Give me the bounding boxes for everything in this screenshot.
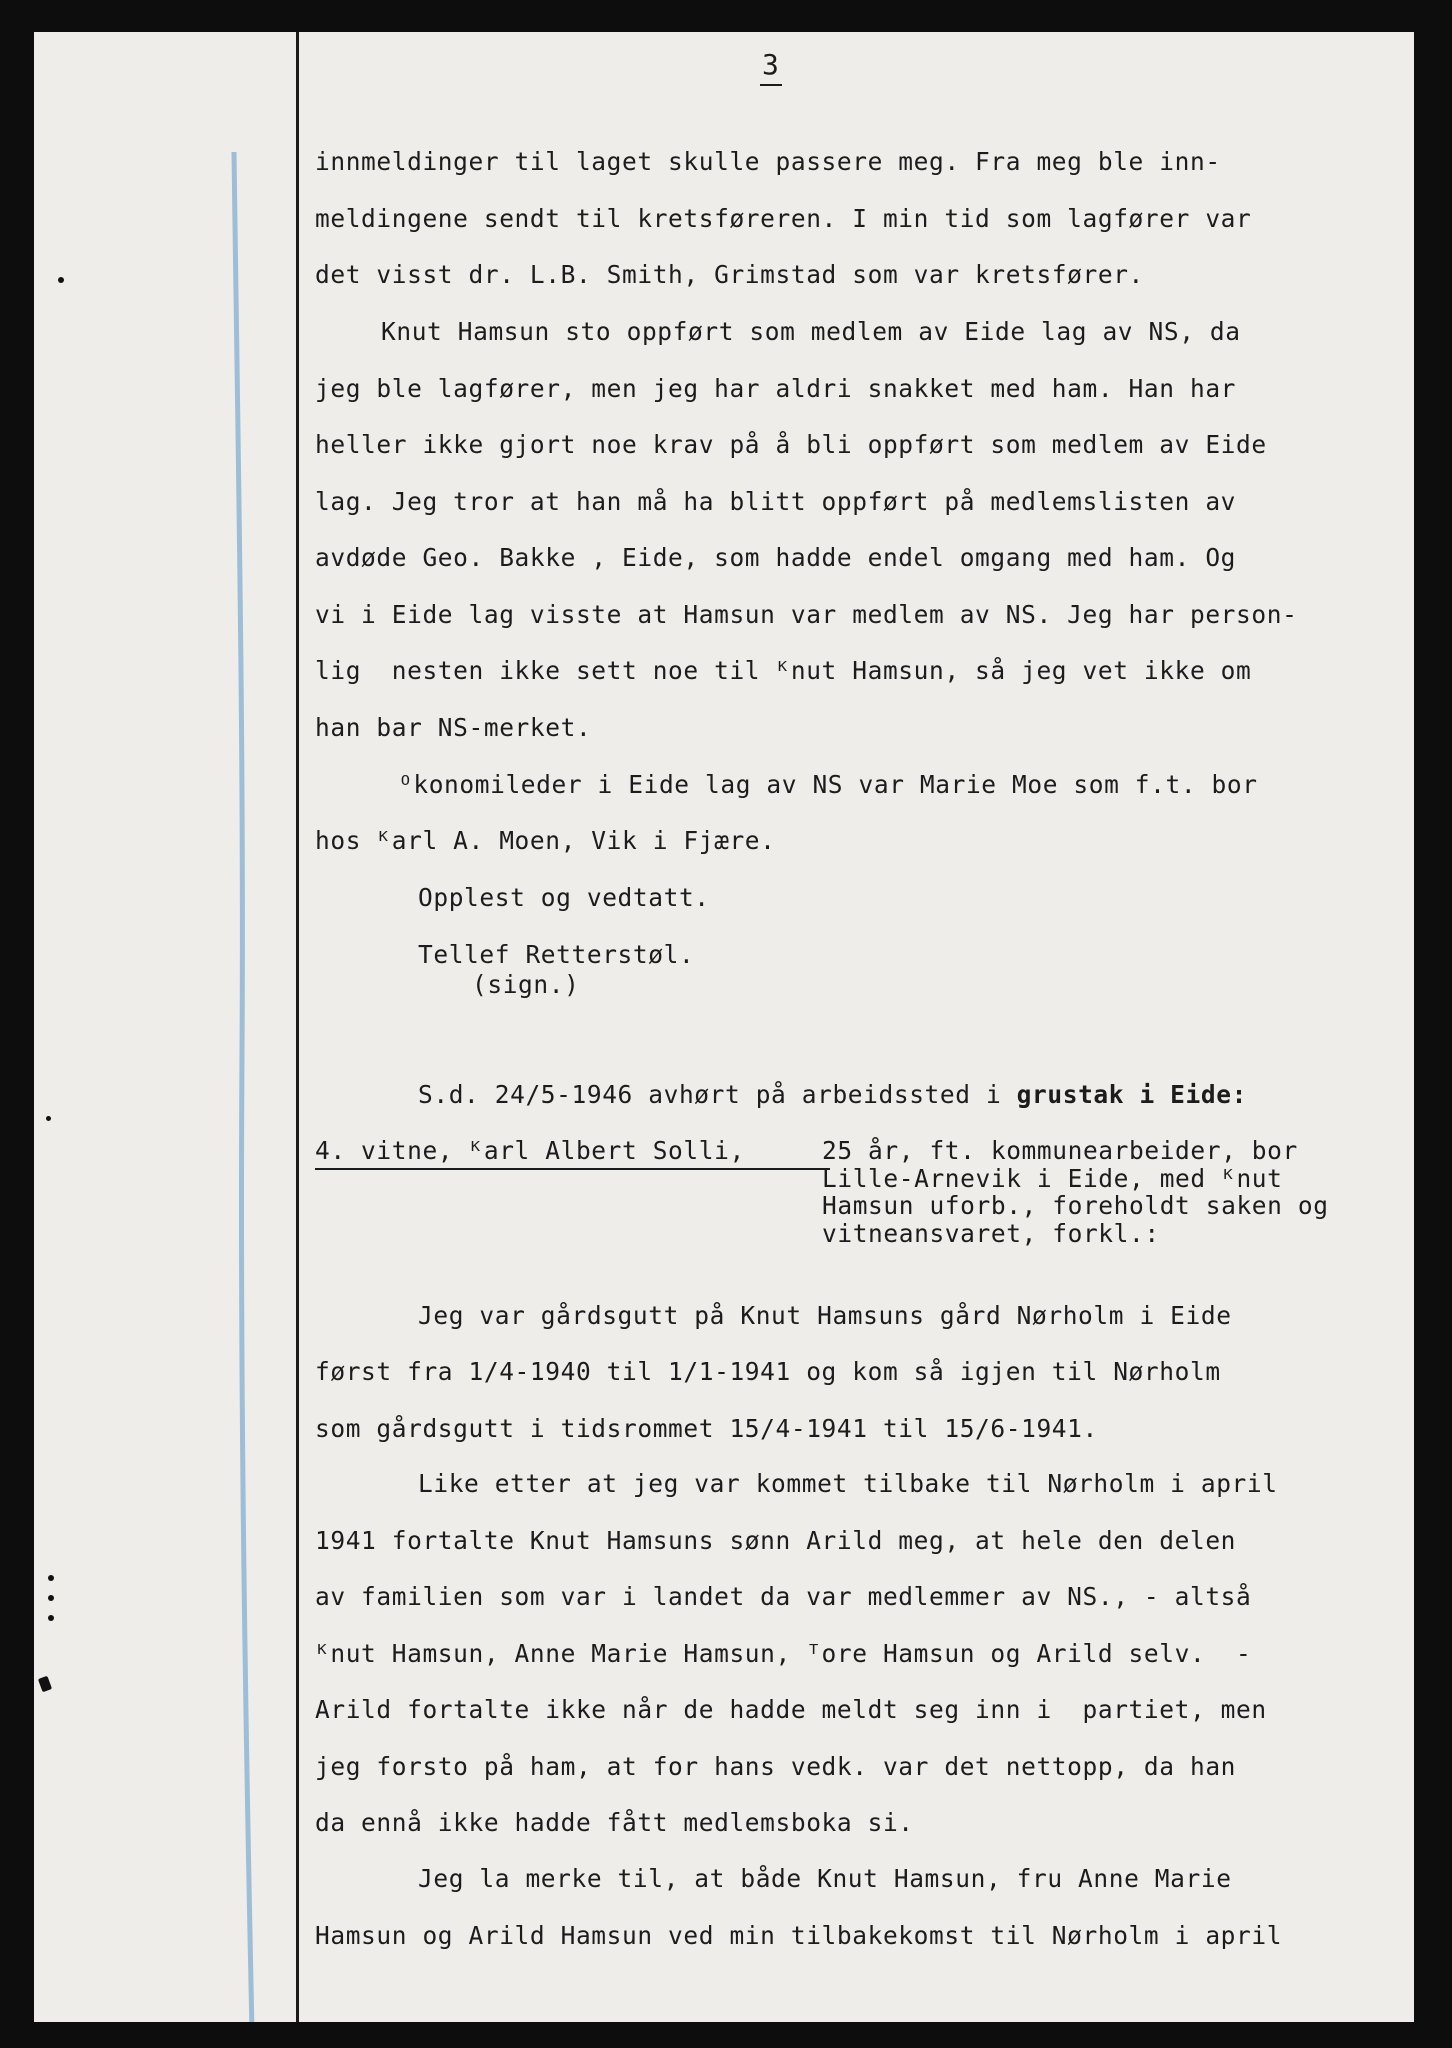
read-approved: Opplest og vedtatt. [418, 883, 710, 912]
witness-label: 4. vitne, ᴷarl Albert Solli, [315, 1136, 745, 1165]
text-line: 1941 fortalte Knut Hamsuns sønn Arild meg, at hele den delen [315, 1526, 1237, 1555]
hearing-line [418, 1080, 1247, 1109]
witness-detail: vitneansvaret, forkl.: [822, 1219, 1160, 1248]
witness-detail: Lille-Arnevik i Eide, med ᴷnut [822, 1164, 1283, 1193]
text-line: Like etter at jeg var kommet tilbake til Nørholm i april [418, 1469, 1278, 1498]
text-line: Arild fortalte ikke når de hadde meldt seg inn i partiet, men [315, 1695, 1267, 1724]
text-line: innmeldinger til laget skulle passere meg. Fra meg ble inn- [315, 147, 1221, 176]
signature-note: (sign.) [472, 970, 580, 999]
text-line: ᴼkonomileder i Eide lag av NS var Marie Moe som f.t. bor [398, 770, 1258, 799]
margin-dot [58, 277, 64, 283]
hearing-location: grustak i Eide: [1016, 1080, 1247, 1109]
text-line: Knut Hamsun sto oppført som medlem av Eide lag av NS, da [381, 317, 1241, 346]
text-line: det visst dr. L.B. Smith, Grimstad som var kretsfører. [315, 260, 1144, 289]
witness-detail: 25 år, ft. kommunearbeider, bor [822, 1136, 1298, 1165]
text-line: han bar NS-merket. [315, 713, 592, 742]
margin-dot [48, 1595, 54, 1601]
text-line: Jeg var gårdsgutt på Knut Hamsuns gård Nørholm i Eide [418, 1301, 1232, 1330]
margin-dot [48, 1615, 54, 1621]
text-line: først fra 1/4-1940 til 1/1-1941 og kom så igjen til Nørholm [315, 1357, 1221, 1386]
margin-rule [296, 32, 299, 2022]
witness-label-underline [315, 1168, 830, 1170]
text-line: vi i Eide lag visste at Hamsun var medlem av NS. Jeg har person- [315, 600, 1298, 629]
signature-name: Tellef Retterstøl. [418, 940, 695, 969]
hearing-text: S.d. 24/5-1946 avhørt på arbeidssted i [418, 1080, 1017, 1109]
witness-detail: Hamsun uforb., foreholdt saken og [822, 1191, 1329, 1220]
blue-pencil-mark [230, 152, 258, 2022]
text-line: Hamsun og Arild Hamsun ved min tilbakekomst til Nørholm i april [315, 1921, 1283, 1950]
text-line: da ennå ikke hadde fått medlemsboka si. [315, 1808, 914, 1837]
text-line: Jeg la merke til, at både Knut Hamsun, fru Anne Marie [418, 1864, 1232, 1893]
text-line: avdøde Geo. Bakke , Eide, som hadde endel omgang med ham. Og [315, 543, 1237, 572]
text-line: meldingene sendt til kretsføreren. I min tid som lagfører var [315, 204, 1252, 233]
text-line: ᴷnut Hamsun, Anne Marie Hamsun, ᵀore Hamsun og Arild selv. - [315, 1639, 1252, 1668]
text-line: lig nesten ikke sett noe til ᴷnut Hamsun, så jeg vet ikke om [315, 656, 1252, 685]
text-line: som gårdsgutt i tidsrommet 15/4-1941 til 15/6-1941. [315, 1414, 1098, 1443]
text-line: av familien som var i landet da var medlemmer av NS., - altså [315, 1582, 1252, 1611]
text-line: jeg forsto på ham, at for hans vedk. var det nettopp, da han [315, 1752, 1237, 1781]
text-line: jeg ble lagfører, men jeg har aldri snakket med ham. Han har [315, 374, 1237, 403]
page-number-underline [760, 84, 782, 86]
document-page [34, 32, 1414, 2022]
text-line: lag. Jeg tror at han må ha blitt oppført på medlemslisten av [315, 487, 1237, 516]
margin-dot [38, 1676, 52, 1693]
margin-dot [48, 1575, 54, 1581]
margin-dot [46, 1116, 51, 1121]
page-number: 3 [762, 48, 779, 81]
text-line: hos ᴷarl A. Moen, Vik i Fjære. [315, 826, 776, 855]
text-line: heller ikke gjort noe krav på å bli oppført som medlem av Eide [315, 430, 1267, 459]
